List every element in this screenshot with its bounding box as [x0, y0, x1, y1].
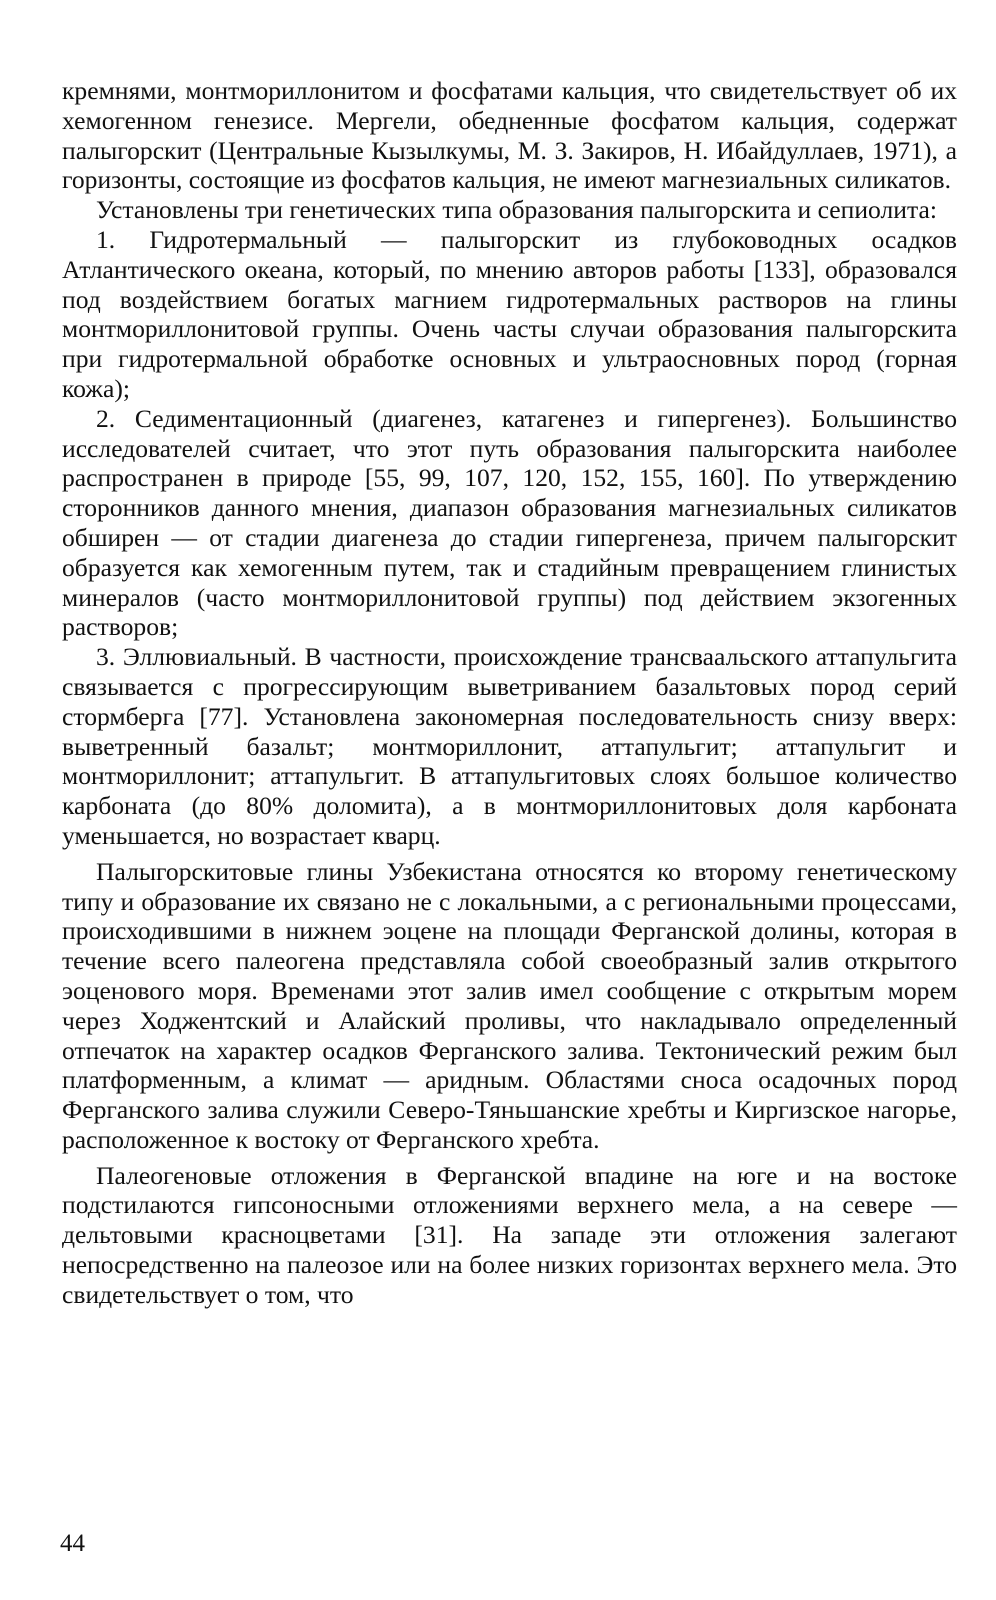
- paragraph-eluvial-type: 3. Эллювиальный. В частности, происхождение трансваальского аттапульгита связывается с прогрессирующим выветриванием базальтовых пород серий стормберга [77]. Установлена закономерная последовательность снизу вверх: выветренный базальт; монтмориллонит, аттапульгит; аттапульгит и монтмориллонит; аттапульгит. В аттапульгитовых слоях большое количество карбоната (до 80% доломита), а в монтмориллонитовых доля карбоната уменьшается, но возрастает кварц.: [62, 642, 957, 850]
- paragraph-hydrothermal-type: 1. Гидротермальный — палыгорскит из глубоководных осадков Атлантического океана, который, по мнению авторов работы [133], образовался под воздействием богатых магнием гидротермальных растворов на глины монтмориллонитовой группы. Очень часты случаи образования палыгорскита при гидротермальной обработке основных и ультраосновных пород (горная кожа);: [62, 224, 957, 403]
- paragraph-sedimentation-type: 2. Седиментационный (диагенез, катагенез и гипергенез). Большинство исследователей считает, что этот путь образования палыгорскита наиболее распространен в природе [55, 99, 107, 120, 152, 155, 160]. По утверждению сторонников данного мнения, диапазон образования магнезиальных силикатов обширен — от стадии диагенеза до стадии гипергенеза, причем палыгорскит образуется как хемогенным путем, так и стадийным превращением глинистых минералов (часто монтмориллонитовой группы) под действием экзогенных растворов;: [62, 403, 957, 642]
- page-number: 44: [60, 1530, 85, 1557]
- paragraph-paleogene-deposits: Палеогеновые отложения в Ферганской впадине на юге и на востоке подстилаются гипсоносными отложениями верхнего мела, а на севере — дельтовыми красноцветами [31]. На западе эти отложения залегают непосредственно на палеозое или на более низких горизонтах верхнего мела. Это свидетельствует о том, что: [62, 1160, 957, 1309]
- paragraph-genetic-types-intro: Установлены три генетических типа образования палыгорскита и сепиолита:: [96, 195, 937, 225]
- paragraph-continuation: кремнями, монтмориллонитом и фосфатами кальция, что свидетельствует об их хемогенном генезисе. Мергели, обедненные фосфатом кальция, содержат палыгорскит (Центральные Кызылкумы, М. З. Закиров, Н. Ибайдуллаев, 1971), а горизонты, состоящие из фосфатов кальция, не имеют магнезиальных силикатов.: [62, 76, 957, 195]
- paragraph-uzbekistan-clays: Палыгорскитовые глины Узбекистана относятся ко второму генетическому типу и образование их связано не с локальными, а с региональными процессами, происходившими в нижнем эоцене на площади Ферганской долины, которая в течение всего палеогена представляла собой своеобразный залив открытого эоценового моря. Временами этот залив имел сообщение с открытым морем через Ходжентский и Алайский проливы, что накладывало определенный отпечаток на характер осадков Ферганского залива. Тектонический режим был платформенным, а климат — аридным. Областями сноса осадочных пород Ферганского залива служили Северо-Тяньшанские хребты и Киргизское нагорье, расположенное к востоку от Ферганского хребта.: [62, 856, 957, 1154]
- page-body: [62, 76, 957, 1310]
